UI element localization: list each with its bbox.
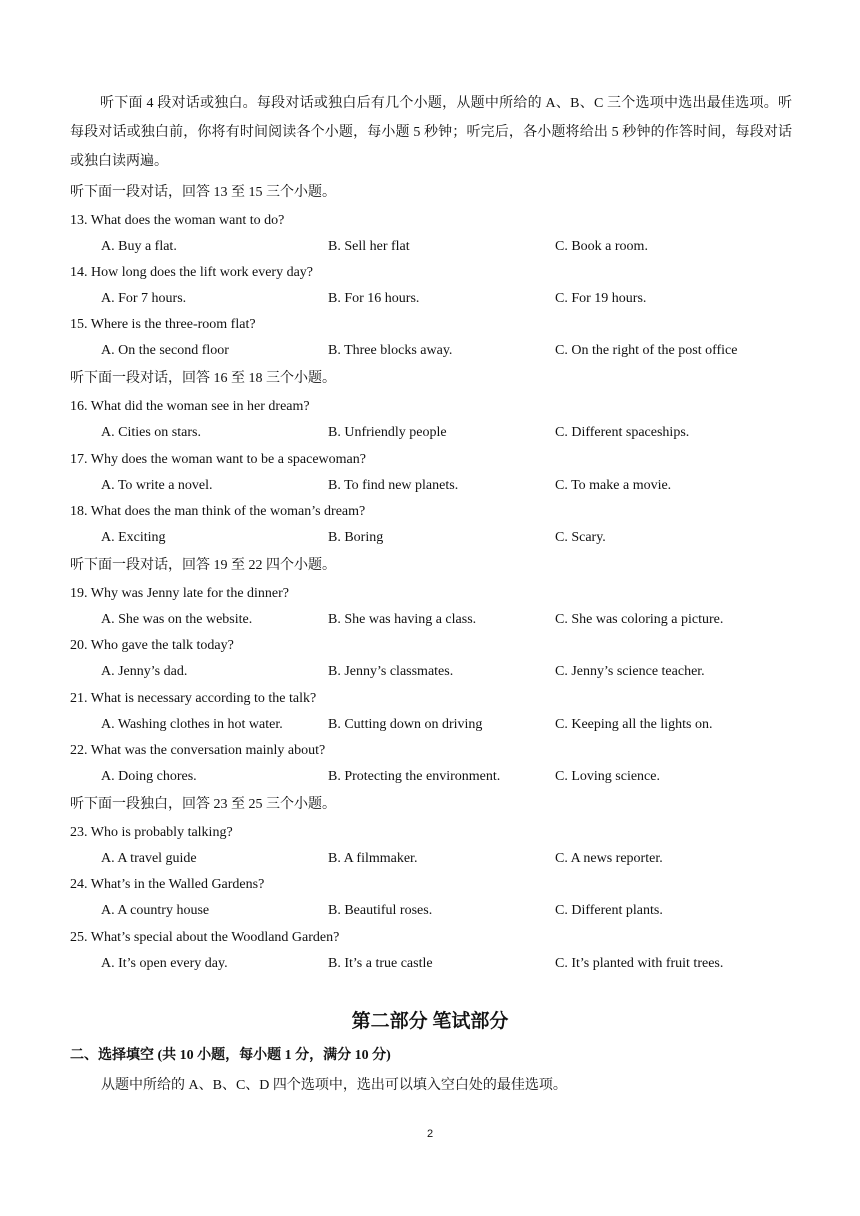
section-two-instruction: 从题中所给的 A、B、C、D 四个选项中，选出可以填入空白处的最佳选项。 [101,1078,567,1093]
question-text: 21. What is necessary according to the talk? [70,691,317,706]
option-b: B. Sell her flat [328,239,410,254]
question-text: 20. Who gave the talk today? [70,638,234,653]
question-text: 25. What’s special about the Woodland Garden? [70,930,340,945]
option-a: A. For 7 hours. [101,291,187,306]
option-a: A. Doing chores. [101,769,197,784]
option-b: B. Cutting down on driving [328,717,483,732]
option-b: B. Three blocks away. [328,343,453,358]
question-text: 24. What’s in the Walled Gardens? [70,877,265,892]
option-c: C. Different spaceships. [555,425,690,440]
option-c: C. Keeping all the lights on. [555,717,713,732]
option-c: C. Jenny’s science teacher. [555,664,705,679]
option-b: B. A filmmaker. [328,851,418,866]
listening-instructions: 听下面 4 段对话或独白。每段对话或独白后有几个小题，从题中所给的 A、B、C 三个选项中选出最佳选项。听每段对话或独白前，你将有时间阅读各个小题，每小题 5 秒钟；听完后，各小题将给出 5 秒钟的作答时间，每段对话或独白读两遍。 [70,96,792,169]
part-title: 第二部分 笔试部分 [351,1011,509,1032]
option-b: B. She was having a class. [328,612,477,627]
page-number: 2 [426,1128,434,1140]
option-b: B. Boring [328,530,384,545]
question-text: 15. Where is the three-room flat? [70,317,256,332]
option-b: B. It’s a true castle [328,956,433,971]
option-c: C. For 19 hours. [555,291,647,306]
option-a: A. To write a novel. [101,478,213,493]
option-a: A. Jenny’s dad. [101,664,188,679]
option-b: B. Beautiful roses. [328,903,433,918]
section-heading: 听下面一段对话，回答 19 至 22 四个小题。 [70,558,336,573]
option-c: C. Book a room. [555,239,648,254]
section-two-heading: 二、选择填空 (共 10 小题，每小题 1 分，满分 10 分) [70,1048,391,1063]
option-c: C. It’s planted with fruit trees. [555,956,724,971]
option-a: A. A country house [101,903,210,918]
question-text: 22. What was the conversation mainly about? [70,743,326,758]
option-a: A. It’s open every day. [101,956,228,971]
option-b: B. Jenny’s classmates. [328,664,454,679]
option-b: B. Protecting the environment. [328,769,501,784]
option-a: A. Buy a flat. [101,239,177,254]
option-c: C. To make a movie. [555,478,672,493]
option-b: B. Unfriendly people [328,425,447,440]
section-heading: 听下面一段对话，回答 13 至 15 三个小题。 [70,185,336,200]
question-text: 14. How long does the lift work every day? [70,265,313,280]
option-a: A. Exciting [101,530,166,545]
question-text: 23. Who is probably talking? [70,825,233,840]
question-text: 17. Why does the woman want to be a spacewoman? [70,452,366,467]
option-a: A. On the second floor [101,343,229,358]
option-c: C. Different plants. [555,903,663,918]
option-b: B. For 16 hours. [328,291,420,306]
option-c: C. A news reporter. [555,851,663,866]
option-a: A. Cities on stars. [101,425,201,440]
option-a: A. Washing clothes in hot water. [101,717,283,732]
option-c: C. On the right of the post office [555,343,738,358]
question-text: 16. What did the woman see in her dream? [70,399,310,414]
question-text: 13. What does the woman want to do? [70,213,285,228]
option-a: A. She was on the website. [101,612,253,627]
section-heading: 听下面一段独白，回答 23 至 25 三个小题。 [70,797,336,812]
question-text: 18. What does the man think of the woman’s dream? [70,504,366,519]
section-heading: 听下面一段对话，回答 16 至 18 三个小题。 [70,371,336,386]
option-b: B. To find new planets. [328,478,459,493]
option-c: C. Loving science. [555,769,660,784]
option-c: C. Scary. [555,530,606,545]
question-text: 19. Why was Jenny late for the dinner? [70,586,290,601]
option-c: C. She was coloring a picture. [555,612,724,627]
option-a: A. A travel guide [101,851,197,866]
